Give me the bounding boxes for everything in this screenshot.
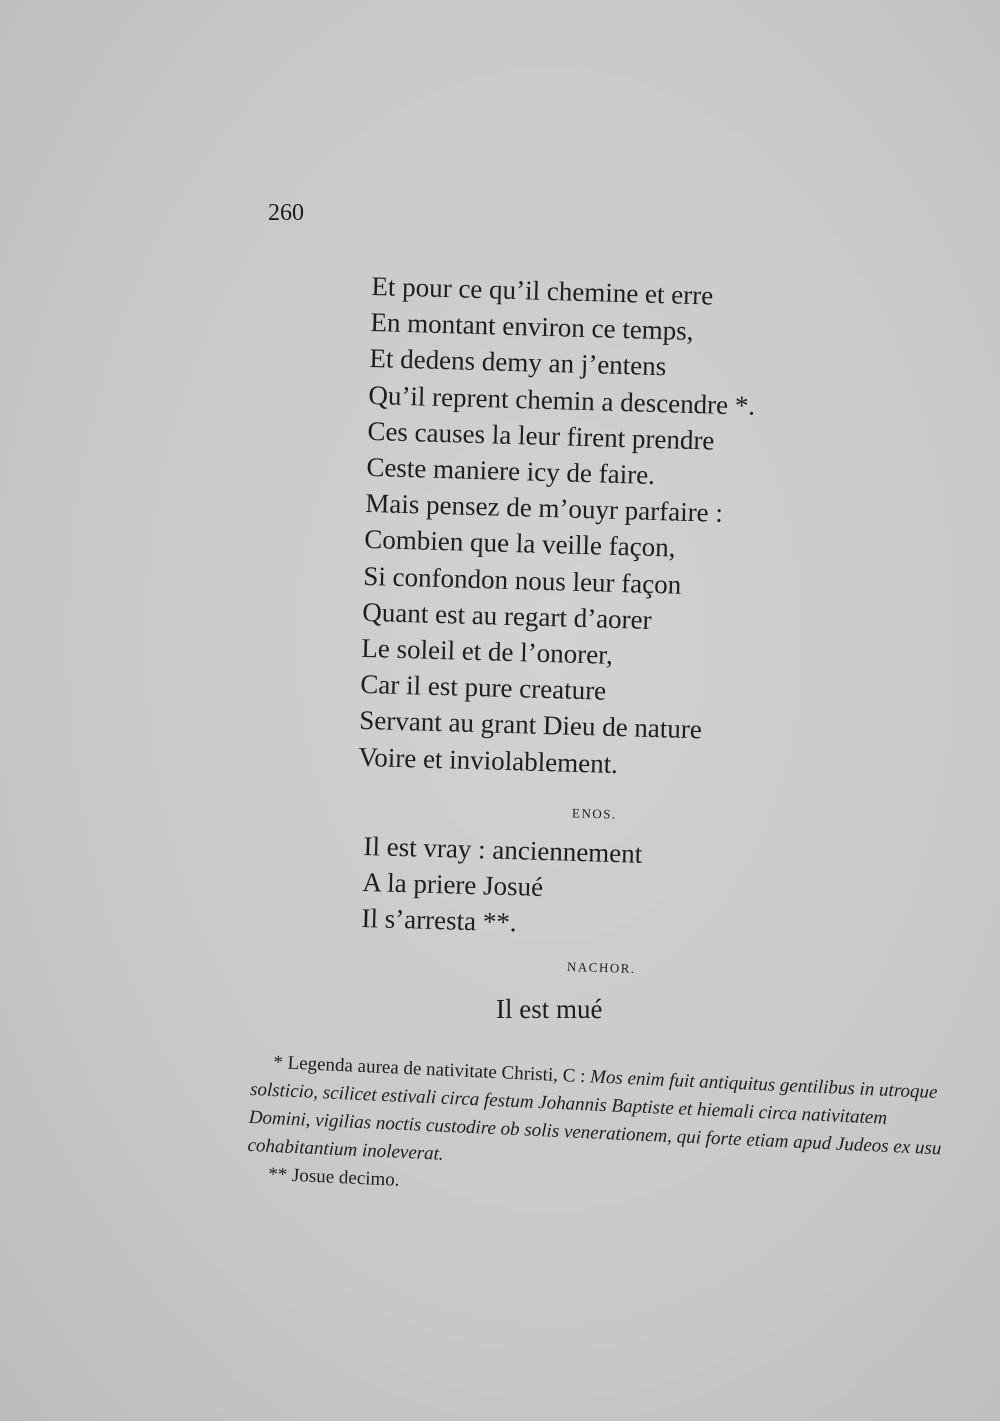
footnote-1-quote: Mos enim fuit antiquitus gentilibus in utroque solsticio, scilicet estivali circa festum Johannis Baptiste et hiemali circa nativitatem Domini, vigilias noctis custodire ob solis venerationem, qui forte etiam apud Judeos ex usu cohabitantium inoleverat. [247, 1066, 942, 1165]
verse-line: Voire et inviolablement. [357, 741, 619, 779]
verse-line: Ceste maniere icy de faire. [366, 451, 656, 490]
verse-line: Qu’il reprent chemin a descendre *. [368, 379, 756, 421]
verse-line: Ces causes la leur firent prendre [367, 415, 715, 456]
verse-line: Et pour ce qu’il chemine et erre [371, 270, 714, 311]
footnote-1-source: * Legenda aurea de nativitate Christi, C : [272, 1051, 591, 1088]
verse-block-main [358, 268, 759, 785]
speaker-name-enos: ENOS. [571, 805, 617, 822]
page-number: 260 [268, 200, 304, 226]
verse-line: Quant est au regart d’aorer [361, 596, 653, 635]
speaker-name-nachor: NACHOR. [566, 959, 636, 976]
verse-line: A la priere Josué [362, 866, 544, 903]
verse-line: Il est vray : anciennement [363, 830, 643, 869]
verse-line: Et dedens demy an j’entens [369, 343, 667, 382]
verse-line: Mais pensez de m’ouyr parfaire : [365, 488, 724, 529]
footnote-2: ** Josue decimo. [267, 1163, 401, 1191]
verse-line: Servant au grant Dieu de nature [358, 705, 703, 745]
verse-line: En montant environ ce temps, [370, 307, 694, 347]
verse-line: Le soleil et de l’onorer, [360, 632, 614, 670]
footnotes [246, 1048, 952, 1220]
verse-line: Combien que la veille façon, [364, 524, 676, 563]
verse-line-nachor: Il est mué [496, 994, 603, 1024]
verse-line: Car il est pure creature [359, 669, 607, 706]
verse-block-enos [361, 828, 643, 944]
verse-line: Il s’arresta **. [361, 902, 518, 938]
verse-line: Si confondon nous leur façon [362, 560, 682, 600]
